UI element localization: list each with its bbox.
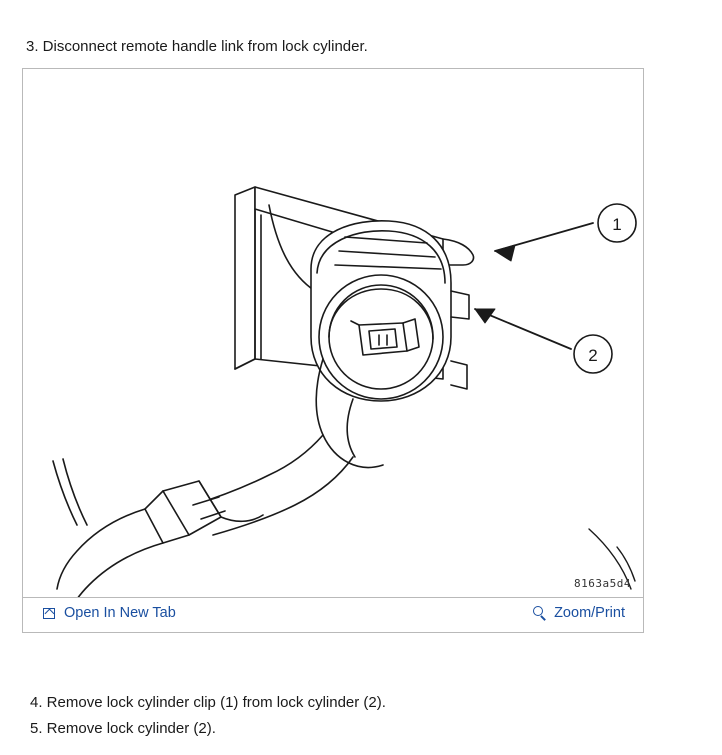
instruction-step-4: 4. Remove lock cylinder clip (1) from lock cylinder (2).	[30, 694, 386, 711]
open-in-new-tab-label: Open In New Tab	[64, 605, 176, 621]
figure-illustration	[23, 69, 643, 599]
lock-cylinder-diagram	[23, 69, 643, 599]
zoom-print-label: Zoom/Print	[554, 605, 625, 621]
figure-toolbar	[23, 597, 643, 632]
figure-code: 8163a5d4	[574, 577, 631, 590]
external-link-icon	[43, 607, 57, 620]
magnifier-icon	[533, 606, 548, 621]
zoom-print-button[interactable]	[533, 605, 625, 621]
callout-number-1: 1	[612, 215, 622, 234]
open-in-new-tab-button[interactable]	[43, 605, 176, 621]
instruction-step-3: 3. Disconnect remote handle link from lock cylinder.	[26, 38, 368, 55]
figure-panel	[22, 68, 644, 633]
callout-number-2: 2	[588, 346, 598, 365]
instruction-step-5: 5. Remove lock cylinder (2).	[30, 720, 216, 737]
